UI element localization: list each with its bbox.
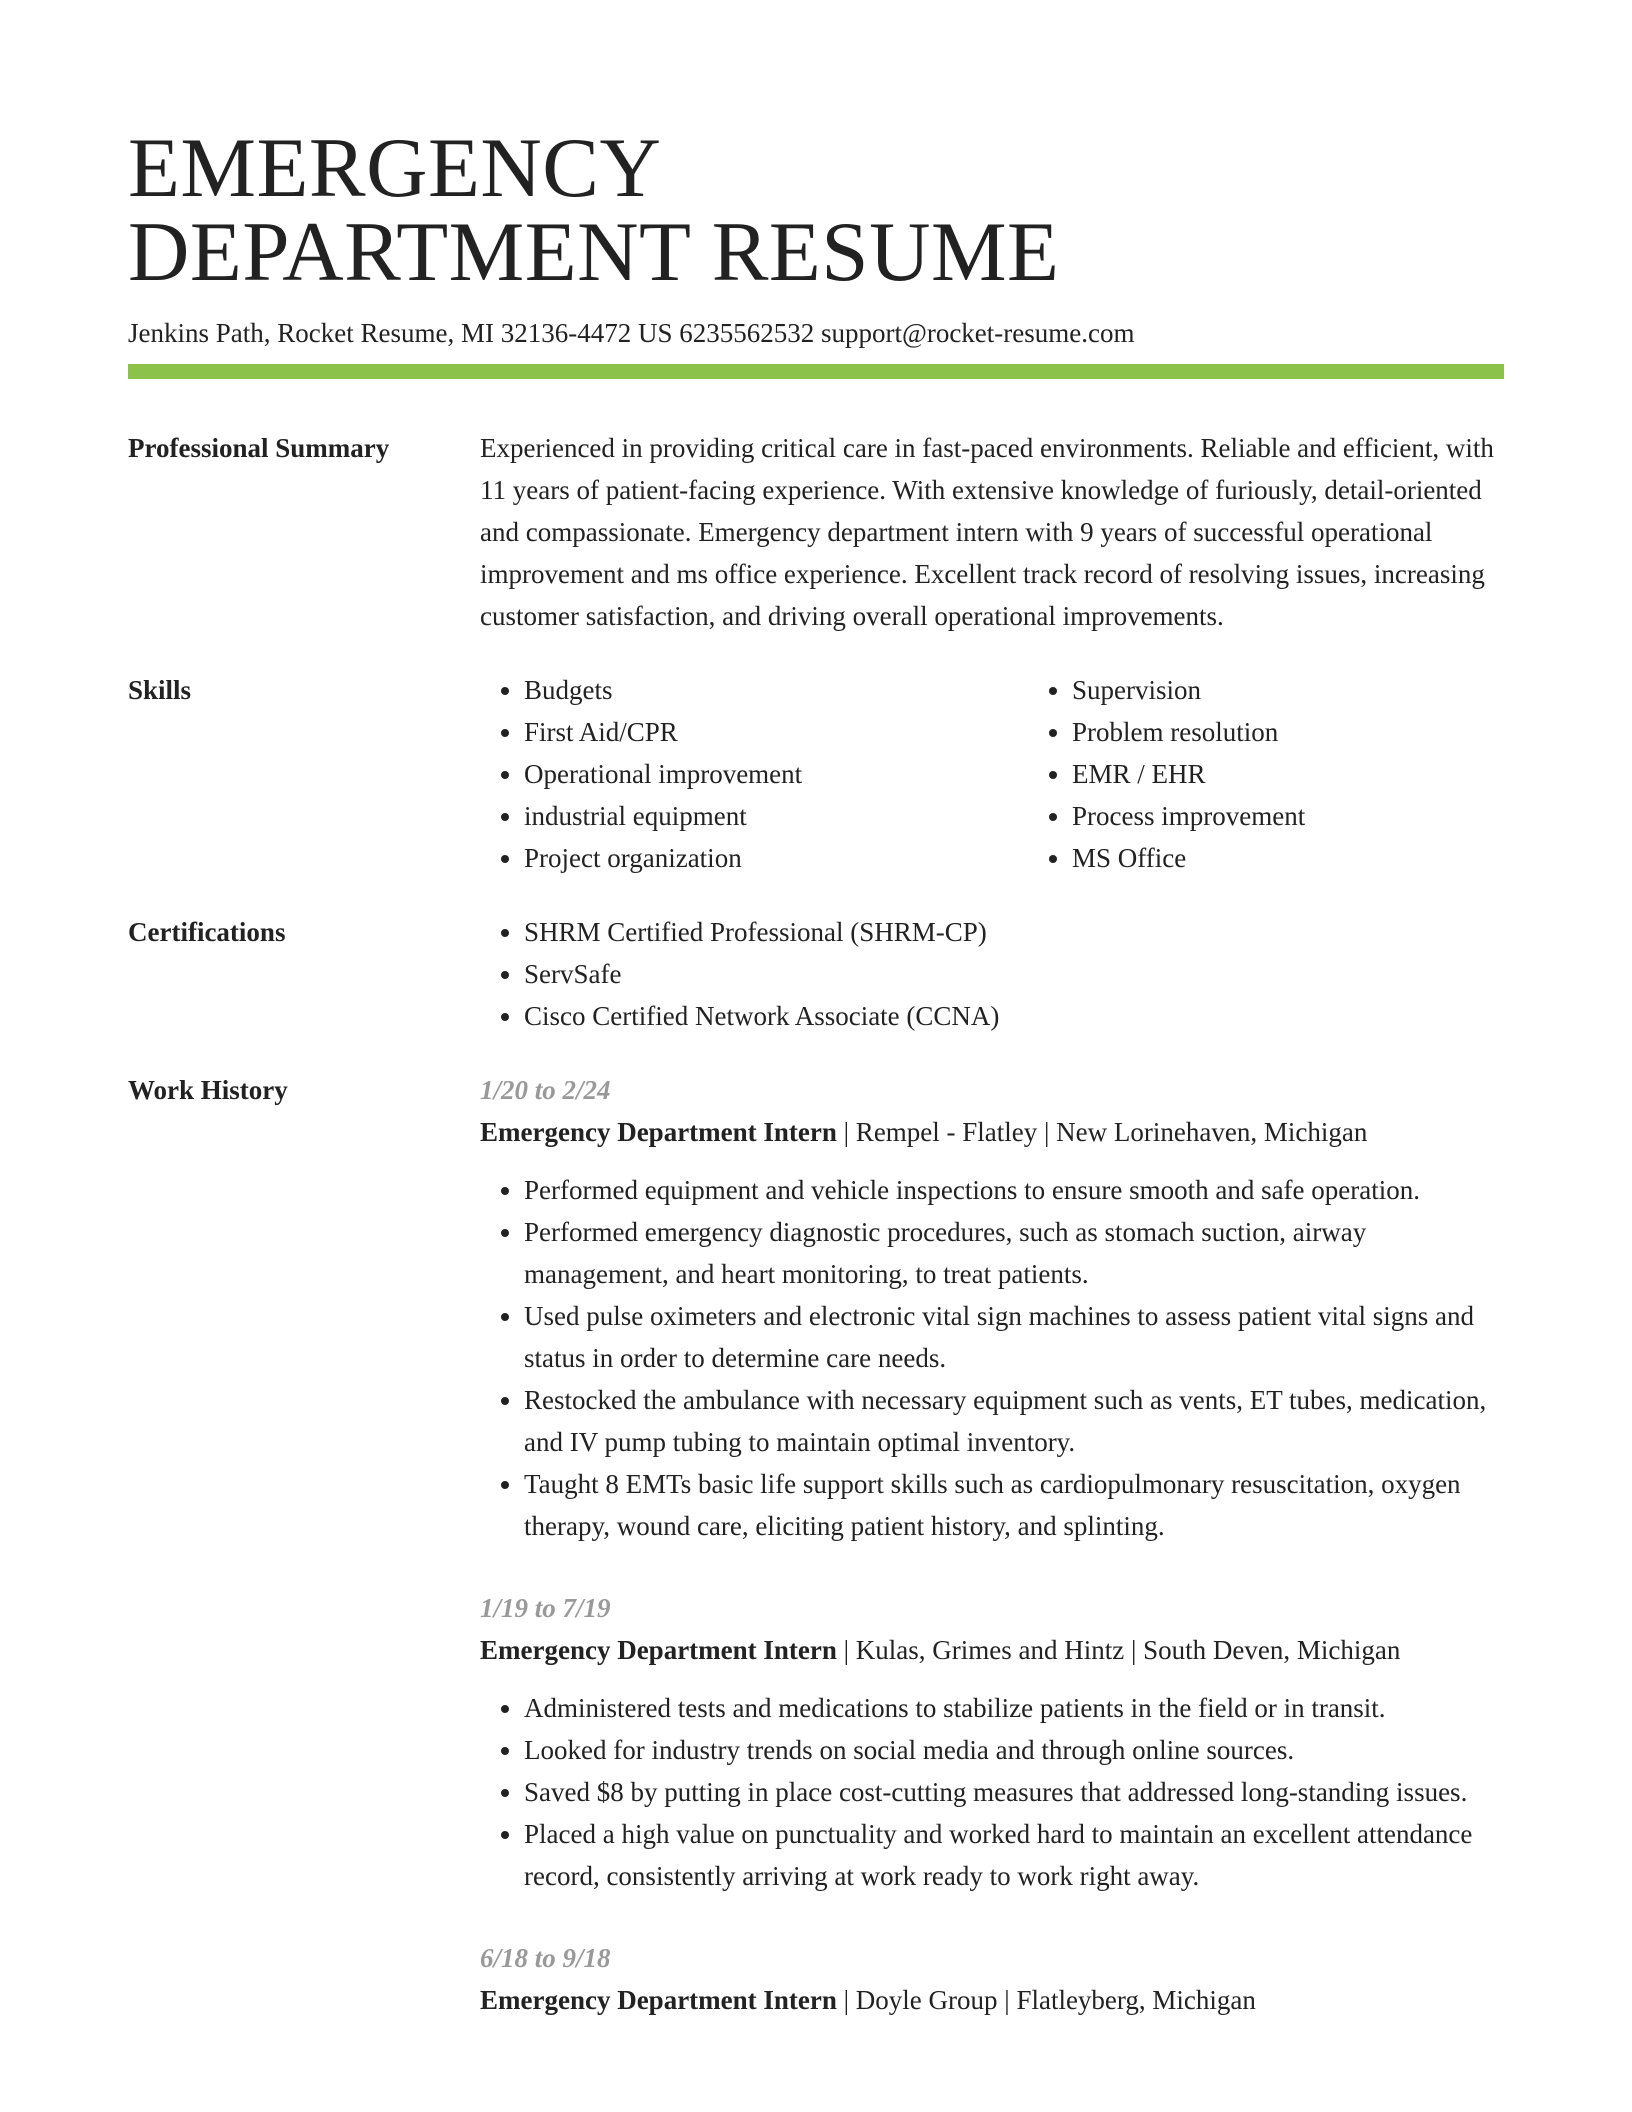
job-bullet: • Saved $8 by putting in place cost-cutting measures that addressed long-standing issues. [524,1771,1504,1813]
resume-title-line2: DEPARTMENT RESUME [128,205,1060,299]
certification-item: • Cisco Certified Network Associate (CCNA) [524,995,1504,1037]
summary-label: Professional Summary [128,433,390,463]
job-title: Emergency Department Intern [480,1985,837,2015]
summary-section [128,427,1504,637]
job-date: 1/19 to 7/19 [480,1593,611,1623]
resume-title [128,121,1504,299]
certifications-list [480,911,1504,1037]
job-bullet: • Taught 8 EMTs basic life support skills such as cardiopulmonary resuscitation, oxygen therapy, wound care, eliciting patient history, and splinting. [524,1463,1504,1547]
skills-section [128,669,1504,879]
job-bullet: • Performed equipment and vehicle inspections to ensure smooth and safe operation. [524,1169,1504,1211]
work-history-label: Work History [128,1075,288,1105]
resume-page [128,121,1504,2021]
skill-item: • EMR / EHR [1072,753,1576,795]
certifications-section [128,911,1504,1037]
job-bullet-list [480,1169,1504,1547]
job-bullet: • Performed emergency diagnostic procedures, such as stomach suction, airway management, and heart monitoring, to treat patients. [524,1211,1504,1295]
contact-info: Jenkins Path, Rocket Resume, MI 32136-4472 US 6235562532 support@rocket-resume.com [128,318,1135,348]
job-entry [480,1069,1504,1547]
job-employer-location: | Rempel - Flatley | New Lorinehaven, Michigan [836,1117,1368,1147]
job-bullet: • Placed a high value on punctuality and worked hard to maintain an excellent attendance record, consistently arriving at work ready to work right away. [524,1813,1504,1897]
certification-item: • ServSafe [524,953,1504,995]
job-employer-location: | Doyle Group | Flatleyberg, Michigan [836,1985,1256,2015]
skill-item: • Budgets [524,669,1028,711]
skill-item: • First Aid/CPR [524,711,1028,753]
certification-item: • SHRM Certified Professional (SHRM-CP) [524,911,1504,953]
job-title: Emergency Department Intern [480,1635,837,1665]
job-employer-location: | Kulas, Grimes and Hintz | South Deven, Michigan [836,1635,1401,1665]
job-title-line [480,1979,1504,2021]
skills-label: Skills [128,675,192,705]
certifications-label: Certifications [128,917,286,947]
summary-text: Experienced in providing critical care in fast-paced environments. Reliable and efficient, with 11 years of patient-facing experience. With extensive knowledge of furiously, detail-oriented and compassionate. Emergency department intern with 9 years of successful operational improvement and ms office experience. Excellent track record of resolving issues, increasing customer satisfaction, and driving overall operational improvements. [480,433,1494,631]
job-date: 1/20 to 2/24 [480,1075,611,1105]
job-date: 6/18 to 9/18 [480,1943,611,1973]
job-bullet: • Used pulse oximeters and electronic vital sign machines to assess patient vital signs and status in order to determine care needs. [524,1295,1504,1379]
job-entry [480,1937,1504,2021]
skill-item: • Project organization [524,837,1028,879]
job-bullet: • Looked for industry trends on social media and through online sources. [524,1729,1504,1771]
job-bullet: • Administered tests and medications to stabilize patients in the field or in transit. [524,1687,1504,1729]
skill-item: • MS Office [1072,837,1576,879]
job-entry [480,1587,1504,1897]
work-history-section [128,1069,1504,2021]
skill-item: • Supervision [1072,669,1576,711]
skills-columns [480,669,1576,879]
job-title-line [480,1111,1504,1153]
job-bullet: • Restocked the ambulance with necessary equipment such as vents, ET tubes, medication, and IV pump tubing to maintain optimal inventory. [524,1379,1504,1463]
accent-divider [128,364,1504,379]
job-title: Emergency Department Intern [480,1117,837,1147]
skill-item: • Operational improvement [524,753,1028,795]
skill-item: • industrial equipment [524,795,1028,837]
skill-item: • Problem resolution [1072,711,1576,753]
job-bullet-list [480,1687,1504,1897]
resume-title-line1: EMERGENCY [128,121,662,215]
skill-item: • Process improvement [1072,795,1576,837]
job-title-line [480,1629,1504,1671]
skills-list-right [1028,669,1576,879]
skills-list-left [480,669,1028,879]
